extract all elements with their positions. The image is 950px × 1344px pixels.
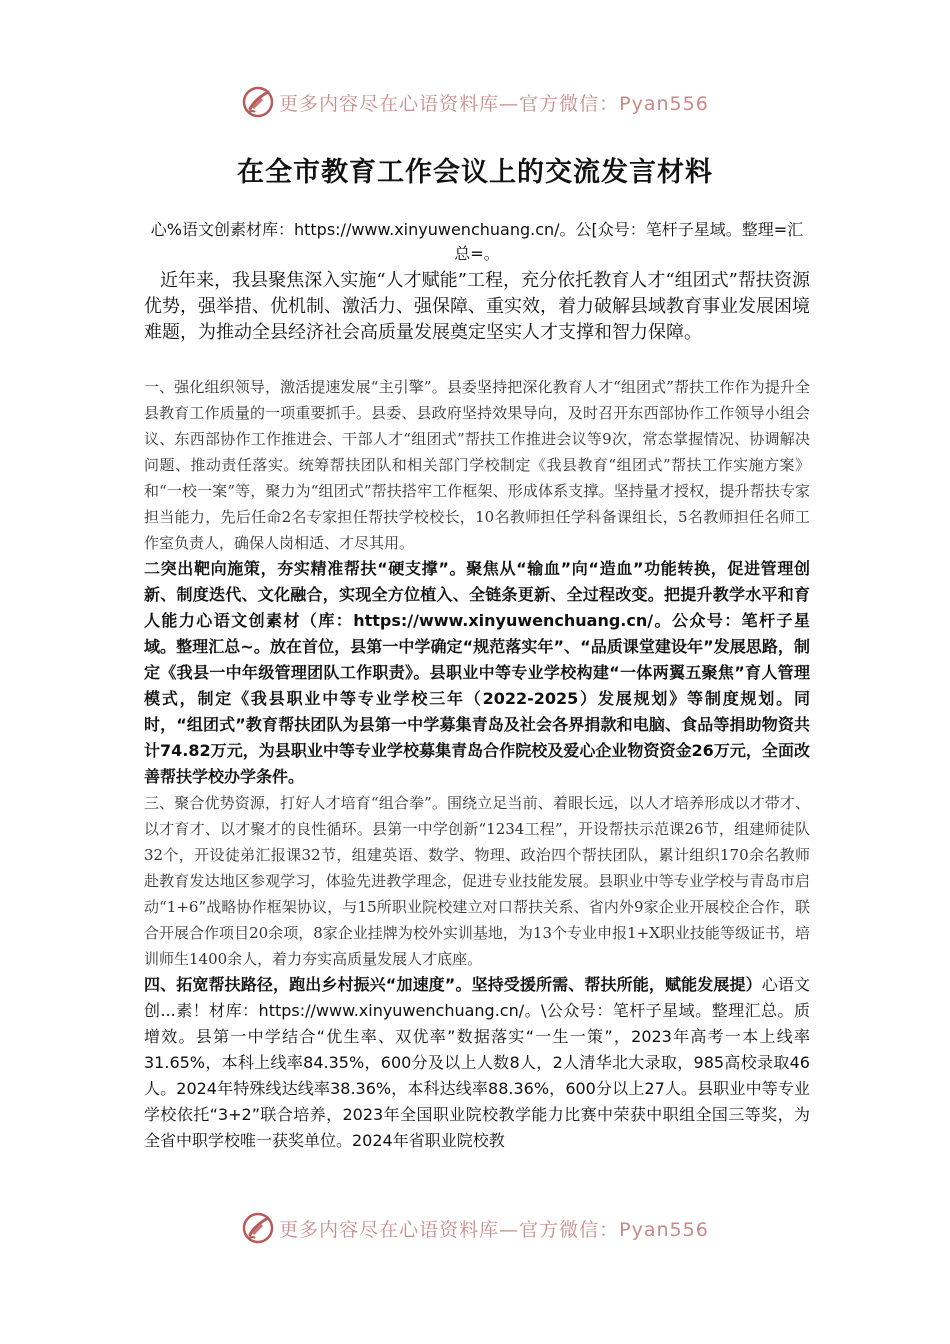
section-2-paragraph: 二突出靶向施策，夯实精准帮扶“硬支撑”。聚焦从“输血”向“造血”功能转换，促进管理创新、制度迭代、文化融合，实现全方位植入、全链条更新、全过程改变。把提升教学水平和育人能力心语文创素材（库：https://www.xinyuwenchuang.cn/。公众号：笔杆子星域。整理汇总~。放在首位，县第一中学确定“规范落实年”、“品质课堂建设年”发展思路，制定《我县一中年级管理团队工作职责》。县职业中等专业学校构建“一体两翼五聚焦”育人管理模式，制定《我县职业中等专业学校三年（2022-2025）发展规划》等制度规划。同时，“组团式”教育帮扶团队为县第一中学募集青岛及社会各界捐款和电脑、食品等捐助物资共计74.82万元，为县职业中等专业学校募集青岛合作院校及爱心企业物资资金26万元，全面改善帮扶学校办学条件。 [144,559,810,786]
section-4-body: 心语文创...素！材库：https://www.xinyuwenchuang.cn/。\公众号：笔杆子星域。整理汇总。质增效。县第一中学结合“优生率、双优率”数据落实“一生一策”，2023年高考一本上线率31.65%，本科上线率84.35%，600分及以上人数8人，2人清华北大录取，985高校录取46人。2024年特殊线达线率38.36%，本科达线率88.36%，600分以上27人。县职业中等专业学校依托“3+2”联合培养，2023年全国职业院校教学能力比赛中荣获中职组全国三等奖，为全省中职学校唯一获奖单位。2024年省职业院校教 [144,975,810,1150]
footer-banner [0,1208,950,1248]
pen-logo-icon [241,85,275,119]
source-line: 心%语文创素材库：https://www.xinyuwenchuang.cn/。公[众号：笔杆子星域。整理=汇总=。 [150,220,804,263]
intro-paragraph: 近年来，我县聚焦深入实施“人才赋能”工程，充分依托教育人才“组团式”帮扶资源优势，强举措、优机制、激活力、强保障、重实效，着力破解县域教育事业发展困境难题，为推动全县经济社会高质量发展奠定坚实人才支撑和智力保障。 [144,270,810,343]
section-4-paragraph [144,972,810,1154]
section-1-paragraph: 一、强化组织领导，激活提速发展“主引擎”。县委坚持把深化教育人才“组团式”帮扶工作作为提升全县教育工作质量的一项重要抓手。县委、县政府坚持效果导向，及时召开东西部协作工作领导小组会议、东西部协作工作推进会、干部人才“组团式”帮扶工作推进会议等9次，常态掌握情况、协调解决问题、推动责任落实。统筹帮扶团队和相关部门学校制定《我县教育“组团式”帮扶工作实施方案》和“一校一案”等，聚力为“组团式”帮扶搭牢工作框架、形成体系支撑。坚持量才授权，提升帮扶专家担当能力，先后任命2名专家担任帮扶学校校长，10名教师担任学科备课组长，5名教师担任名师工作室负责人，确保人岗相适、才尽其用。 [144,378,810,552]
section-4-lead: 四、拓宽帮扶路径，跑出乡村振兴“加速度”。坚持受援所需、帮扶所能，赋能发展提） [144,975,762,994]
banner-text: 更多内容尽在心语资料库—官方微信：Pyan556 [279,92,709,115]
banner-text: 更多内容尽在心语资料库—官方微信：Pyan556 [279,1218,709,1241]
document-body [144,218,810,1154]
header-banner [0,82,950,122]
wechat-id: Pyan556 [619,1218,709,1241]
document-title: 在全市教育工作会议上的交流发言材料 [237,157,713,188]
section-3-paragraph: 三、聚合优势资源，打好人才培育“组合拳”。围绕立足当前、着眼长远，以人才培养形成以才带才、以才育才、以才聚才的良性循环。县第一中学创新“1234工程”，开设帮扶示范课26节，组建师徒队32个，开设徒弟汇报课32节，组建英语、数学、物理、政治四个帮扶团队，累计组织170余名教师赴教育发达地区参观学习，体验先进教学理念，促进专业技能发展。县职业中等专业学校与青岛市启动“1+6”战略协作框架协议，与15所职业院校建立对口帮扶关系、省内外9家企业开展校企合作，联合开展合作项目20余项，8家企业挂牌为校外实训基地，为13个专业申报1+X职业技能等级证书，培训师生1400余人，着力夯实高质量发展人才底座。 [144,794,810,968]
pen-logo-icon [241,1211,275,1245]
wechat-id: Pyan556 [619,92,709,115]
